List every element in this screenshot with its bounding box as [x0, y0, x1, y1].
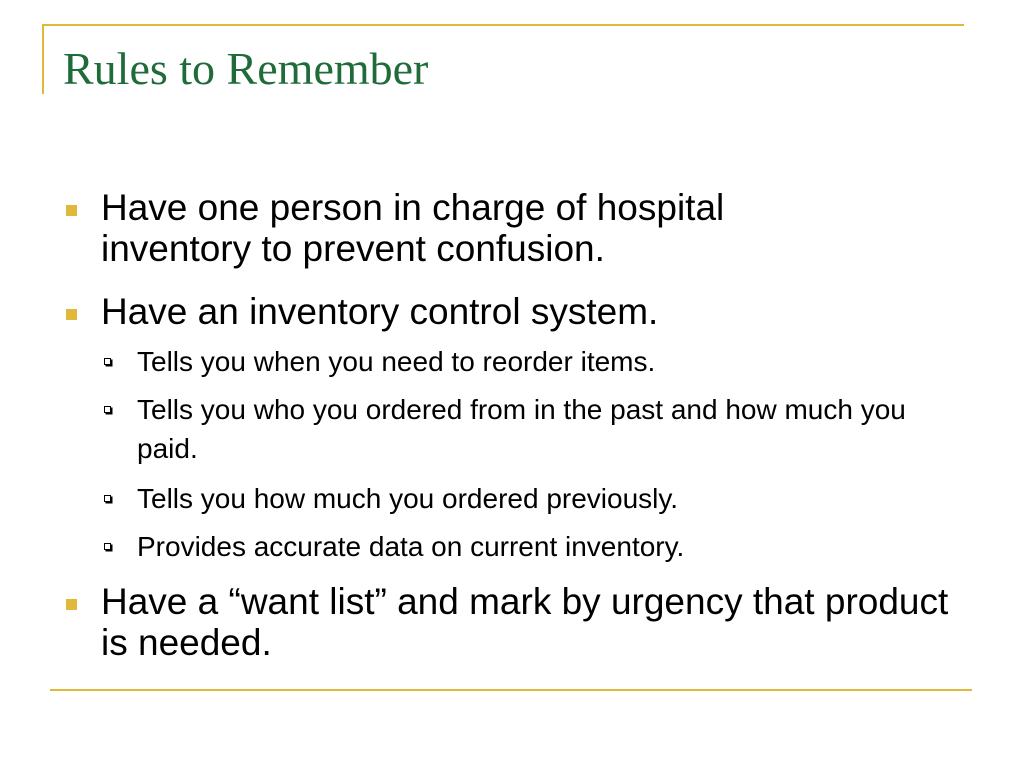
- sub-bullet-text: Tells you how much you ordered previously.: [137, 483, 679, 514]
- square-bullet-icon: [66, 205, 77, 216]
- bullet-text: Have a “want list” and mark by urgency that product is needed.: [101, 581, 949, 663]
- square-bullet-icon: [66, 309, 77, 320]
- sub-bullet-text: Tells you when you need to reorder items.: [137, 346, 656, 377]
- hollow-square-bullet-icon: [104, 406, 111, 413]
- hollow-square-bullet-icon: [104, 358, 111, 365]
- sub-bullet-text: Provides accurate data on current inventory.: [137, 531, 685, 562]
- bullet-text: Have an inventory control system.: [101, 291, 659, 332]
- slide-title: Rules to Remember: [63, 43, 429, 94]
- sub-bullet-text: Tells you who you ordered from in the past and how much you paid.: [137, 394, 906, 464]
- hollow-square-bullet-icon: [104, 543, 111, 550]
- bullet-text: Have one person in charge of hospital inventory to prevent confusion.: [101, 187, 725, 269]
- hollow-square-bullet-icon: [104, 495, 111, 502]
- square-bullet-icon: [66, 599, 77, 610]
